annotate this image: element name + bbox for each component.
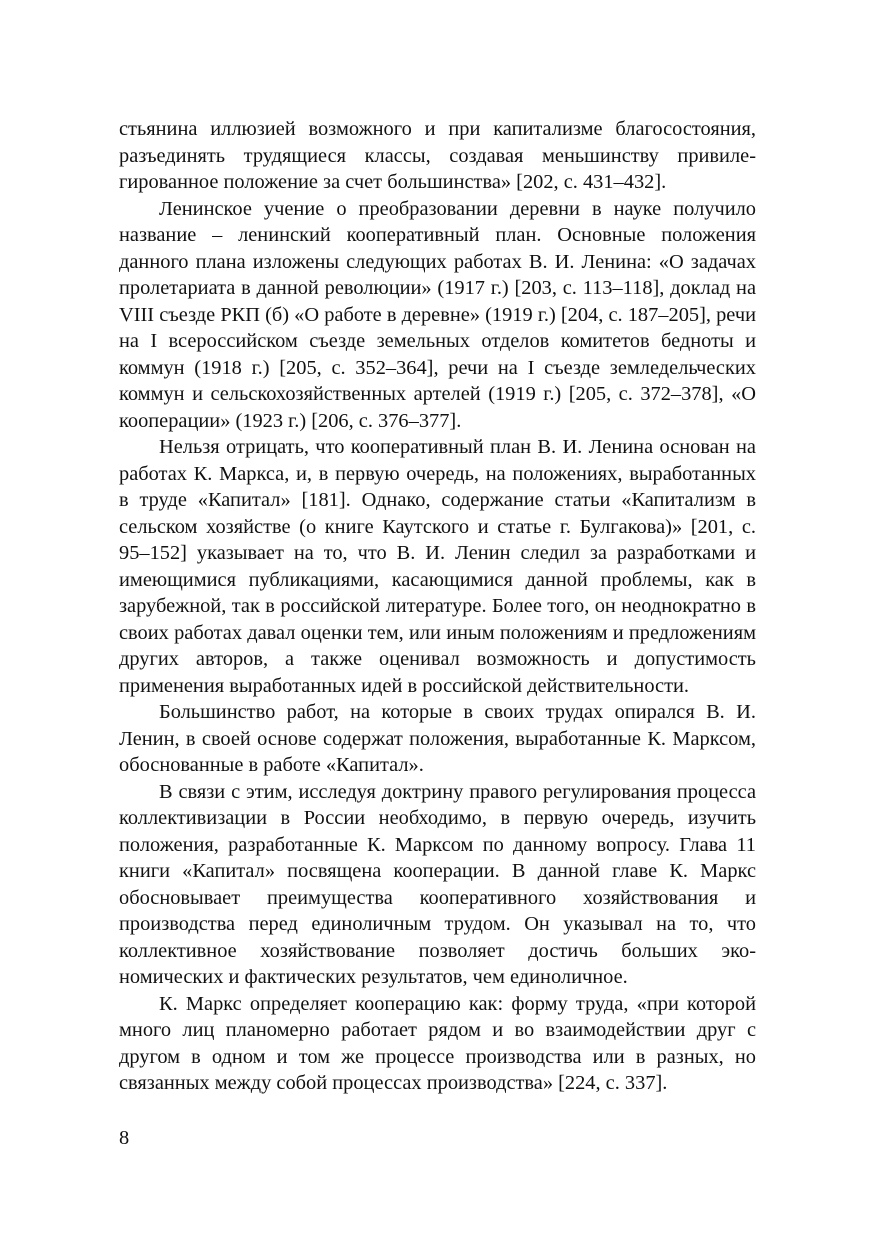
body-text [119, 116, 756, 1097]
paragraph: Нельзя отрицать, что кооперативный план В. И. Ленина основан на работах К. Маркса, и, в первую очередь, на положениях, выработанных в труде «Капитал» [181]. Однако, содержание статьи «Капитализм в сельском хозяйстве (о книге Каутского и статье г. Булгакова)» [201, с. 95–152] указывает на то, что В. И. Ленин следил за разработками и имеющимися публикациями, касающимися данной проблемы, как в зарубежной, так в российской литературе. Более того, он неоднократно в своих работах давал оценки тем, или иным положениям и предложениям других авторов, а также оценивал возможность и допустимость применения выработанных идей в российской действительности. [119, 436, 756, 697]
paragraph: Ленинское учение о преобразовании деревни в науке получило название – ленинский кооперативный план. Основные положения данного плана изложены следующих работах В. И. Ленина: «О задачах пролетариата в данной революции» (1917 г.) [203, с. 113–118], доклад на VIII съезде РКП (б) «О работе в деревне» (1919 г.) [204, с. 187–205], речи на I всероссийском съезде земельных отделов комитетов бедноты и коммун (1918 г.) [205, с. 352–364], речи на I съезде земледельческих коммун и сельскохозяйственных артелей (1919 г.) [205, с. 372–378], «О кооперации» (1923 г.) [206, с. 376–377]. [119, 197, 756, 432]
paragraph: К. Маркс определяет кооперацию как: форму труда, «при которой много лиц планомерно работает рядом и во взаимодействии друг с другом в одном и том же процессе производства или в разных, но связанных между собой процессах производства» [224, с. 337]. [119, 992, 756, 1094]
paragraph-continuation: стьянина иллюзией возможного и при капитализме благосостояния, разъединять трудящиеся классы, создавая меньшинству привилегированное положение за счет большинства» [202, с. 431–432]. [119, 118, 756, 193]
paragraph: В связи с этим, исследуя доктрину правого регулирования процесса коллективизации в России необходимо, в первую очередь, изучить положения, разработанные К. Марксом по данному вопросу. Глава 11 книги «Капитал» посвящена кооперации. В данной главе К. Маркс обосновывает преимущества кооперативного хозяйствования и производства перед единоличным трудом. Он указывал на то, что коллективное хозяйствование позволяет достичь больших экономических и фактических результатов, чем единоличное. [119, 780, 756, 988]
page-number: 8 [119, 1127, 130, 1149]
paragraph: Большинство работ, на которые в своих трудах опирался В. И. Ленин, в своей основе содержат положения, выработанные К. Марксом, обоснованные в работе «Капитал». [119, 701, 756, 776]
